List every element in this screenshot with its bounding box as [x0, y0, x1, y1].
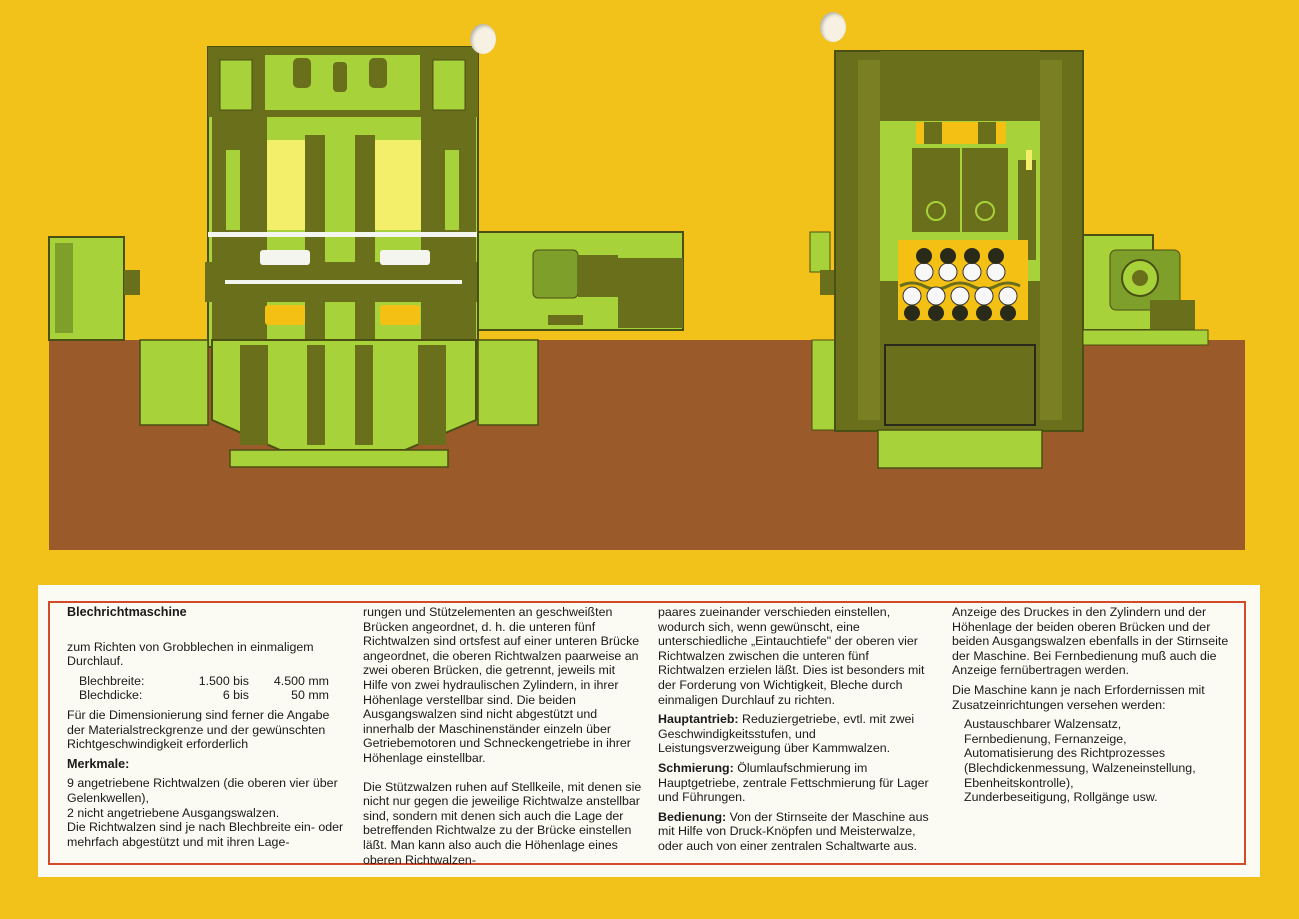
- spec-to: 50 mm: [291, 688, 329, 703]
- features-heading: Merkmale:: [67, 756, 130, 771]
- spec-label: Blechbreite:: [79, 673, 145, 688]
- roll-pairs-text: paares zueinander verschieden einstellen, wodurch sich, wenn gewünscht, eine unterschiedliche „Eintauchtiefe" der oberen vier Richtwalzen zwischen die unteren fünf Richtwalzen erzielen läßt. Dies ist besonders mit der Forderung von Wichtigkeit, Bleche durch einmaligen Durchlauf zu richten.: [658, 605, 925, 707]
- options-list: [964, 717, 1232, 805]
- operation-section: [658, 810, 938, 854]
- main-drive-label: Hauptantrieb:: [658, 712, 739, 727]
- spec-row-thickness: [79, 688, 347, 703]
- document-title: Blechrichtmaschine: [67, 605, 187, 619]
- pressure-display-text: Anzeige des Druckes in den Zylindern und der Höhenlage der beiden oberen Brücken und der beiden Ausgangswalzen ebenfalls in der Stirnseite der Maschine. Bei Fernbedienung muß auch die Anzeige fernübertragen werden.: [952, 605, 1229, 678]
- lubrication-label: Schmierung:: [658, 760, 734, 775]
- features-text-1: 9 angetriebene Richtwalzen (die oberen vier über Gelenkwellen),: [67, 776, 338, 805]
- option-item: Austauschbarer Walzensatz,: [964, 717, 1122, 732]
- spec-label: Blechdicke:: [79, 688, 143, 703]
- lubrication-section: [658, 761, 938, 805]
- text-column-4: [952, 605, 1232, 805]
- lubrication-text: Ölumlaufschmierung im Hauptgetriebe, zentrale Fettschmierung für Lager und Führungen.: [658, 760, 929, 805]
- spec-row-width: [79, 674, 347, 689]
- option-item: Automatisierung des Richtprozesses (Blechdickenmessung, Walzeneinstellung, Ebenheitskontrolle),: [964, 746, 1196, 790]
- main-drive-section: [658, 712, 938, 756]
- operation-label: Bedienung:: [658, 809, 727, 824]
- info-panel: [38, 585, 1260, 877]
- spec-to: 4.500 mm: [273, 673, 329, 688]
- spec-from: 1.500 bis: [198, 673, 249, 688]
- support-rolls-text: Die Stützwalzen ruhen auf Stellkeile, mit denen sie nicht nur gegen die jeweilige Richtwalze anstellbar sind, sondern mit denen sich auch die Lage der betreffenden Richtwalze zu der Brücke einstellen läßt. Man kann also auch die Höhenlage eines oberen Richtwalzen-: [363, 779, 642, 867]
- features-text-2: 2 nicht angetriebene Ausgangswalzen.: [67, 805, 280, 820]
- text-column-1: [67, 605, 347, 854]
- binder-hole-left: [470, 24, 496, 54]
- text-column-3: [658, 605, 938, 859]
- spec-from: 6 bis: [222, 688, 249, 703]
- dimensioning-text: Für die Dimensionierung sind ferner die Angabe der Materialstreckgrenze und der gewünschten Richtgeschwindigkeit erforderlich: [67, 707, 330, 752]
- features-text-3: Die Richtwalzen sind je nach Blechbreite ein- oder mehrfach abgestützt und mit ihren Lage-: [67, 820, 344, 849]
- bridges-text: rungen und Stützelementen an geschweißten Brücken angeordnet, d. h. die unteren fünf Richtwalzen sind ortsfest auf einer unteren Brücke angeordnet, die oberen Richtwalzen paarweise an zwei oberen Brücken, die getrennt, jeweils mit Hilfe von zwei hydraulischen Zylindern, in ihrer Höhenlage verstellbar sind. Die beiden Ausgangswalzen sind nicht abgestützt und innerhalb der Maschinenständer einzeln über Getriebemotoren und Schneckengetriebe in ihrer Höhenlage einstellbar.: [363, 605, 640, 765]
- intro-text: zum Richten von Grobblechen in einmaligem Durchlauf.: [67, 639, 314, 669]
- options-intro: Die Maschine kann je nach Erfordernissen mit Zusatzeinrichtungen versehen werden:: [952, 682, 1205, 712]
- binder-hole-right: [820, 12, 846, 42]
- main-drive-text: Reduziergetriebe, evtl. mit zwei Geschwindigkeitsstufen, und Leistungsverzweigung über Kammwalzen.: [658, 712, 915, 756]
- operation-text: Von der Stirnseite der Maschine aus mit Hilfe von Druck-Knöpfen und Meisterwalze, oder auch von einer zentralen Schaltwarte aus.: [658, 809, 929, 853]
- text-column-2: [363, 605, 643, 872]
- option-item: Fernbedienung, Fernanzeige,: [964, 731, 1127, 746]
- option-item: Zunderbeseitigung, Rollgänge usw.: [964, 790, 1158, 805]
